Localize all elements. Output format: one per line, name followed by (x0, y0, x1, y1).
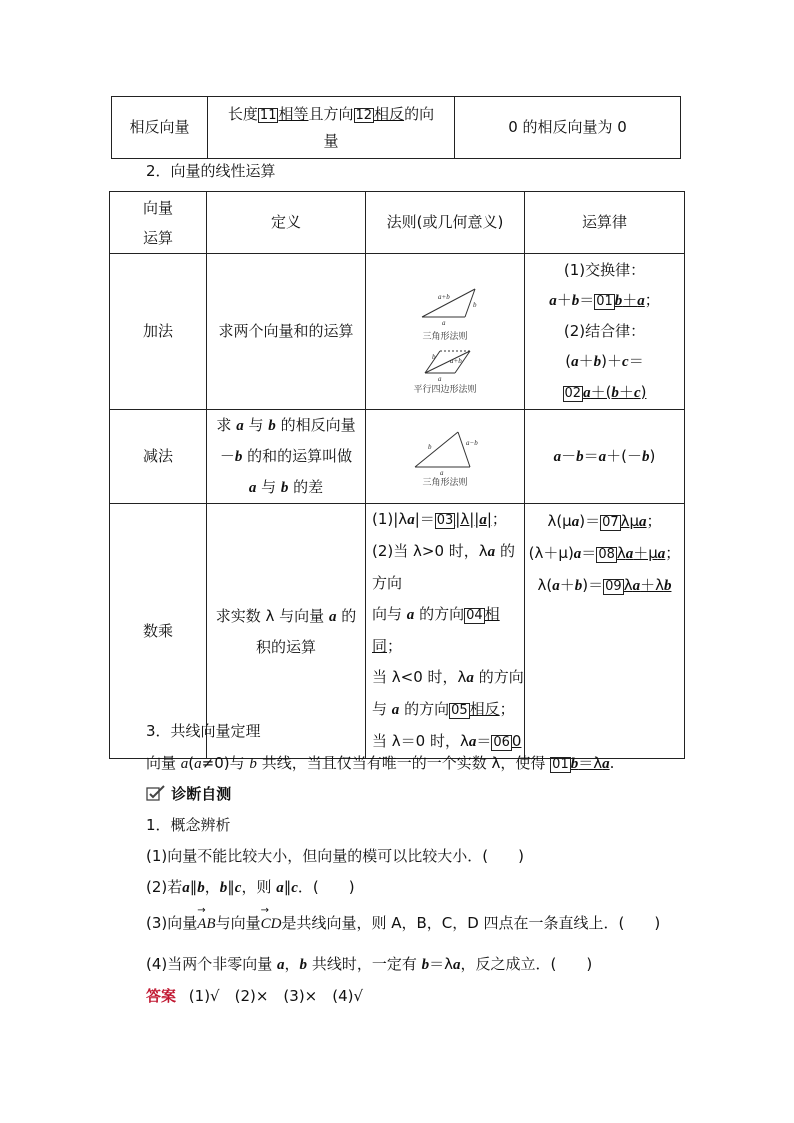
concept-title: 1．概念辨析 (146, 816, 231, 834)
diagnose-header: 诊断自测 (146, 783, 231, 804)
svg-text:b: b (473, 300, 477, 309)
svg-text:平行四边形法则: 平行四边形法则 (413, 384, 477, 395)
question-1: (1)向量不能比较大小，但向量的模可以比较大小．( ) (146, 847, 524, 865)
question-2: (2)若a∥b，b∥c，则 a∥c．( ) (146, 878, 355, 896)
svg-text:a: a (438, 374, 442, 383)
mul-def: 求实数 λ 与向量 a 的 积的运算 (207, 504, 366, 759)
header-law: 运算律 (525, 192, 685, 254)
row-add (110, 254, 685, 410)
svg-text:a+b: a+b (438, 292, 450, 301)
svg-text:a: a (440, 468, 444, 477)
svg-text:b: b (428, 442, 432, 451)
section3-title: 3．共线向量定理 (146, 722, 261, 740)
sub-figure (366, 410, 525, 504)
mul-laws: λ(μa)＝ 07 λμa； (λ＋μ)a＝ 08 λa＋μa； λ(a＋b)＝ 09 λa＋λb (525, 504, 685, 759)
header-def: 定义 (207, 192, 366, 254)
question-4: (4)当两个非零向量 a，b 共线时，一定有 b＝λa，反之成立．( ) (146, 955, 593, 973)
svg-text:a: a (442, 318, 446, 327)
top-row-table (111, 96, 681, 159)
add-def: 求两个向量和的运算 (207, 254, 366, 410)
svg-text:三角形法则: 三角形法则 (422, 477, 468, 488)
top-row-note: 0 的相反向量为 0 (455, 97, 681, 159)
sub-def: 求 a 与 b 的相反向量 －b 的和的运算叫做 a 与 b 的差 (207, 410, 366, 504)
section2-title: 2．向量的线性运算 (146, 162, 276, 180)
svg-text:a−b: a−b (466, 438, 478, 447)
header-rule: 法则(或几何意义) (366, 192, 525, 254)
question-3: (3)向量AB → 与向量CD → 是共线向量，则 A，B，C，D 四点在一条直线上．( ) (146, 905, 661, 932)
svg-text:三角形法则: 三角形法则 (422, 331, 468, 342)
add-laws: (1)交换律： a＋b＝ 01 b＋a； (2)结合律： (a＋b)＋c＝ 02 a＋(b＋c) (525, 254, 685, 410)
svg-text:b: b (432, 352, 436, 361)
mul-name: 数乘 (110, 504, 207, 759)
answer-text: (1)√ (2)× (3)× (4)√ (188, 987, 364, 1005)
header-op: 向量 运算 (110, 192, 207, 254)
check-icon (146, 785, 166, 801)
svg-text:a+b: a+b (450, 356, 462, 365)
sub-name: 减法 (110, 410, 207, 504)
top-row-name: 相反向量 (112, 97, 208, 159)
row-sub (110, 410, 685, 504)
linear-ops-table (109, 191, 685, 759)
answer-line (146, 985, 363, 1006)
section3-text: 向量 a(a≠0)与 b 共线，当且仅当有唯一的一个实数 λ，使得 01 b＝λa. (146, 754, 615, 772)
add-triangle-figure (370, 267, 520, 397)
add-figure (366, 254, 525, 410)
answer-label: 答案 (146, 987, 177, 1005)
sub-law: a－b＝a＋(－b) (525, 410, 685, 504)
top-row-definition: 长度 11 相等且方向 12 相反的向 量 (208, 97, 455, 159)
mul-rule: (1)|λa|＝ 03 |λ||a|； (2)当 λ>0 时，λa 的方向 向与 a 的方向 04 相同； 当 λ<0 时，λa 的方向 与 a 的方向 05 相反； 当 λ＝0 时，λa＝ 06 0 (366, 504, 525, 759)
sub-triangle-figure (370, 417, 520, 497)
add-name: 加法 (110, 254, 207, 410)
